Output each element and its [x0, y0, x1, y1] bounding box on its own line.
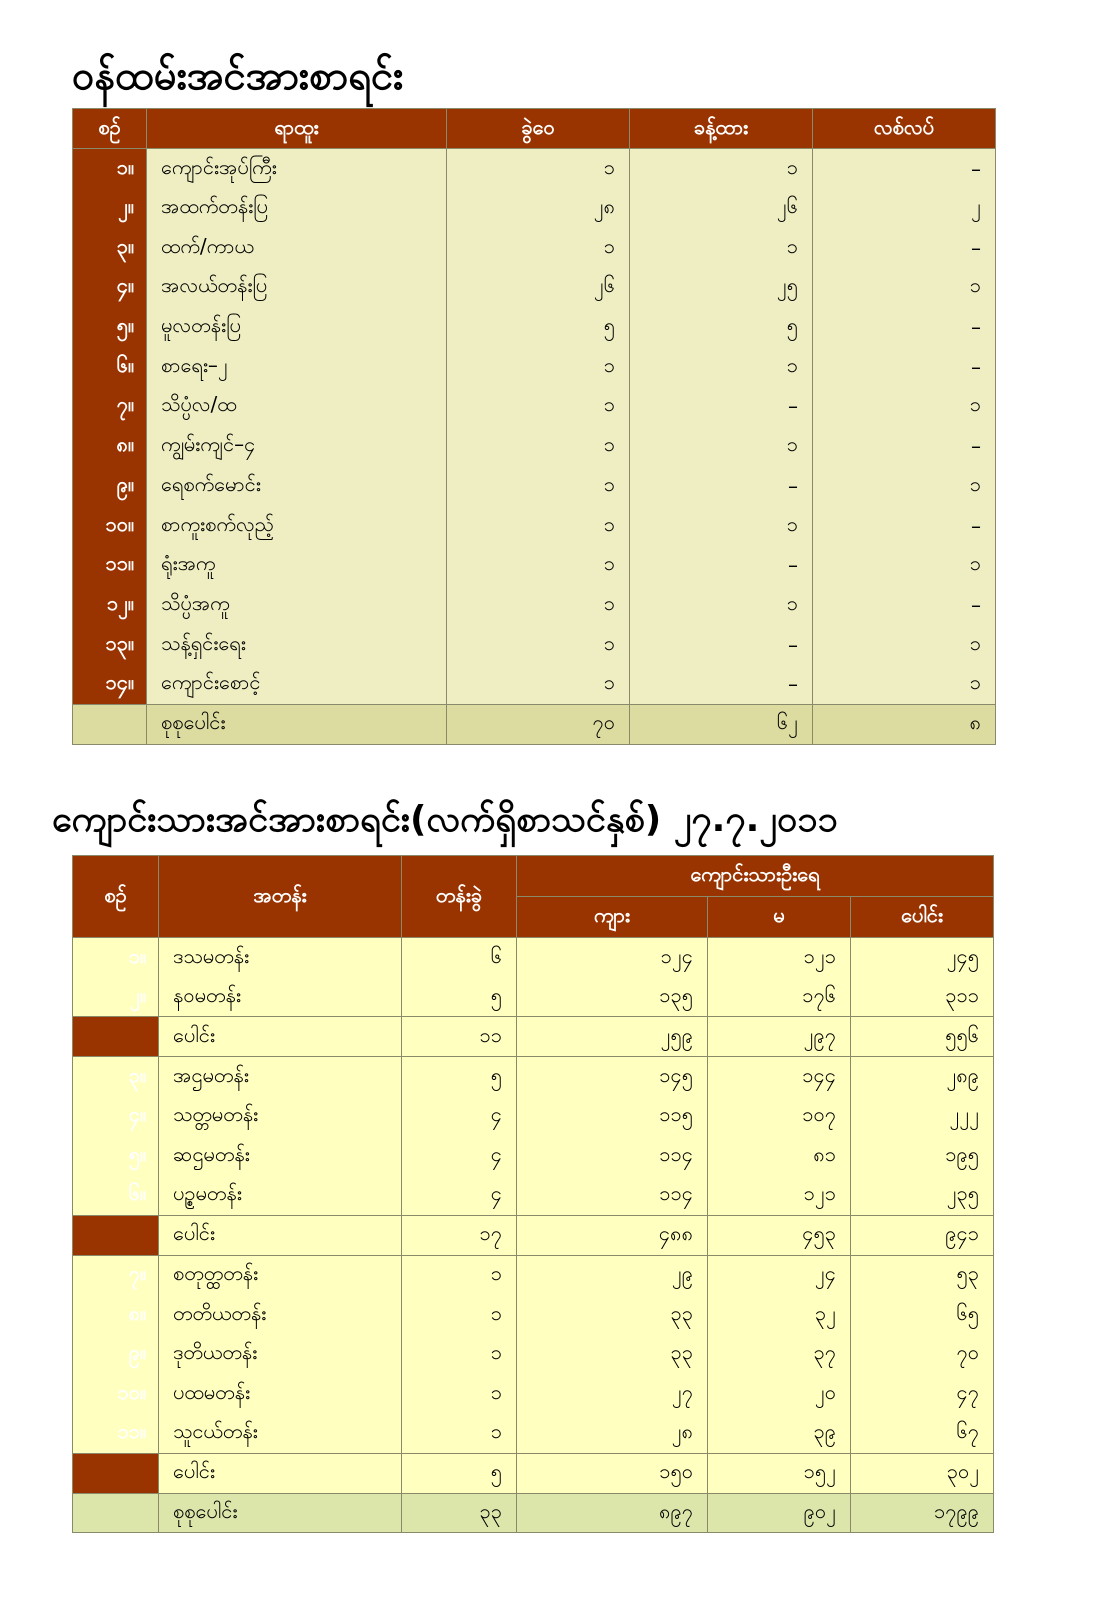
appointed-count: ၁	[630, 426, 813, 466]
vacant-count: ၁	[813, 625, 996, 665]
total-count: ၂၄၅	[851, 938, 994, 978]
staff-table-header	[73, 109, 996, 149]
row-number: ၁၀။	[73, 506, 147, 546]
vacant-count: –	[813, 426, 996, 466]
vacant-count: –	[813, 307, 996, 347]
position-name: အလယ်တန်းပြ	[147, 268, 447, 308]
sections-count: ၅	[402, 977, 517, 1017]
subtotal-female: ၂၉၇	[708, 1017, 851, 1057]
total-count: ၆၇	[851, 1414, 994, 1454]
vacant-count: ၁	[813, 466, 996, 506]
row-number: ၉။	[73, 466, 147, 506]
table-row	[73, 466, 996, 506]
sections-count: ၄	[402, 1096, 517, 1136]
appointed-count: –	[630, 545, 813, 585]
sanctioned-count: ၁	[447, 466, 630, 506]
male-count: ၂၇	[517, 1374, 708, 1414]
position-name: အထက်တန်းပြ	[147, 188, 447, 228]
female-count: ၁၇၆	[708, 977, 851, 1017]
vacant-count: ၁	[813, 664, 996, 704]
total-row	[73, 704, 996, 744]
row-number: ၃။	[73, 228, 147, 268]
row-number: ၁၂။	[73, 585, 147, 625]
table-row	[73, 149, 996, 189]
grade-name: ဒုတိယတန်း	[159, 1334, 402, 1374]
table-row	[73, 188, 996, 228]
header-vacant: လစ်လပ်	[813, 109, 996, 149]
header-position: ရာထူး	[147, 109, 447, 149]
vacant-count: –	[813, 347, 996, 387]
row-number: ၁၃။	[73, 625, 147, 665]
total-sanctioned: ၇၀	[447, 704, 630, 744]
staff-table	[72, 108, 996, 745]
table-row	[73, 1334, 994, 1374]
female-count: ၁၀၇	[708, 1096, 851, 1136]
row-number: ၃။	[73, 1057, 159, 1097]
position-name: မူလတန်းပြ	[147, 307, 447, 347]
appointed-count: ၁	[630, 347, 813, 387]
row-number: ၅။	[73, 307, 147, 347]
sanctioned-count: ၁	[447, 149, 630, 189]
grand-total-row	[73, 1493, 994, 1533]
subtotal-female: ၄၅၃	[708, 1215, 851, 1255]
sanctioned-count: ၁	[447, 426, 630, 466]
row-number: ၇။	[73, 1255, 159, 1295]
header-students: ကျောင်းသားဦးရေ	[517, 856, 994, 897]
appointed-count: –	[630, 466, 813, 506]
total-count: ၅၃	[851, 1255, 994, 1295]
table-row	[73, 1295, 994, 1335]
grand-total-label: စုစုပေါင်း	[159, 1493, 402, 1533]
header-appointed: ခန့်ထား	[630, 109, 813, 149]
female-count: ၁၄၄	[708, 1057, 851, 1097]
sanctioned-count: ၁	[447, 664, 630, 704]
male-count: ၁၂၄	[517, 938, 708, 978]
subtotal-row	[73, 1017, 994, 1057]
table-row	[73, 228, 996, 268]
header-sanctioned: ခွဲဝေ	[447, 109, 630, 149]
header-no: စဉ်	[73, 856, 159, 938]
position-name: ရေစက်မောင်း	[147, 466, 447, 506]
subtotal-total: ၉၄၁	[851, 1215, 994, 1255]
row-number: ၆။	[73, 1176, 159, 1216]
sections-count: ၁	[402, 1295, 517, 1335]
male-count: ၁၄၅	[517, 1057, 708, 1097]
table-row	[73, 1136, 994, 1176]
position-name: သိပ္ပံအကူ	[147, 585, 447, 625]
female-count: ၃၉	[708, 1414, 851, 1454]
row-number: ၄။	[73, 268, 147, 308]
appointed-count: –	[630, 664, 813, 704]
grade-name: သတ္တမတန်း	[159, 1096, 402, 1136]
row-number: ၆။	[73, 347, 147, 387]
position-name: သိပ္ပံလ/ထ	[147, 387, 447, 427]
row-number: ၁၀။	[73, 1374, 159, 1414]
appointed-count: ၁	[630, 228, 813, 268]
grand-total-female: ၉၀၂	[708, 1493, 851, 1533]
subtotal-label: ပေါင်း	[159, 1215, 402, 1255]
position-name: ကျွမ်းကျင်–၄	[147, 426, 447, 466]
appointed-count: –	[630, 625, 813, 665]
table-row	[73, 585, 996, 625]
row-number: ၅။	[73, 1136, 159, 1176]
female-count: ၁၂၁	[708, 1176, 851, 1216]
appointed-count: ၅	[630, 307, 813, 347]
header-no: စဉ်	[73, 109, 147, 149]
total-count: ၃၁၁	[851, 977, 994, 1017]
appointed-count: –	[630, 387, 813, 427]
vacant-count: ၁	[813, 268, 996, 308]
female-count: ၂၄	[708, 1255, 851, 1295]
vacant-count: –	[813, 585, 996, 625]
sanctioned-count: ၅	[447, 307, 630, 347]
table-row	[73, 1374, 994, 1414]
appointed-count: ၁	[630, 585, 813, 625]
subtotal-female: ၁၅၂	[708, 1453, 851, 1493]
vacant-count: –	[813, 228, 996, 268]
grand-total-sections: ၃၃	[402, 1493, 517, 1533]
grade-name: အဌမတန်း	[159, 1057, 402, 1097]
position-name: စာရေး–၂	[147, 347, 447, 387]
sanctioned-count: ၁	[447, 347, 630, 387]
header-sections: တန်းခွဲ	[402, 856, 517, 938]
subtotal-male: ၂၅၉	[517, 1017, 708, 1057]
subtotal-male: ၄၈၈	[517, 1215, 708, 1255]
position-name: သန့်ရှင်းရေး	[147, 625, 447, 665]
grade-name: သူငယ်တန်း	[159, 1414, 402, 1454]
vacant-count: ၁	[813, 387, 996, 427]
total-count: ၄၇	[851, 1374, 994, 1414]
grade-name: ဆဌမတန်း	[159, 1136, 402, 1176]
subtotal-sections: ၅	[402, 1453, 517, 1493]
header-female: မ	[708, 897, 851, 938]
grade-name: စတုတ္ထတန်း	[159, 1255, 402, 1295]
male-count: ၃၃	[517, 1295, 708, 1335]
total-number-cell	[73, 704, 147, 744]
grade-name: ပဥ္စမတန်း	[159, 1176, 402, 1216]
table-row	[73, 938, 994, 978]
grand-total-male: ၈၉၇	[517, 1493, 708, 1533]
sections-count: ၁	[402, 1255, 517, 1295]
sections-count: ၁	[402, 1334, 517, 1374]
row-number: ၈။	[73, 426, 147, 466]
header-male: ကျား	[517, 897, 708, 938]
header-total: ပေါင်း	[851, 897, 994, 938]
student-table-header-top	[73, 856, 994, 897]
position-name: ရုံးအကူ	[147, 545, 447, 585]
row-number: ၉။	[73, 1334, 159, 1374]
table-row	[73, 1414, 994, 1454]
sections-count: ၁	[402, 1374, 517, 1414]
row-number: ၂။	[73, 977, 159, 1017]
grade-name: တတိယတန်း	[159, 1295, 402, 1335]
subtotal-total: ၃၀၂	[851, 1453, 994, 1493]
total-count: ၁၉၅	[851, 1136, 994, 1176]
subtotal-number-cell	[73, 1453, 159, 1493]
subtotal-label: ပေါင်း	[159, 1017, 402, 1057]
total-count: ၂၂၂	[851, 1096, 994, 1136]
subtotal-total: ၅၅၆	[851, 1017, 994, 1057]
grand-total-total: ၁၇၉၉	[851, 1493, 994, 1533]
female-count: ၈၁	[708, 1136, 851, 1176]
grand-total-number-cell	[73, 1493, 159, 1533]
appointed-count: ၂၆	[630, 188, 813, 228]
vacant-count: –	[813, 506, 996, 546]
row-number: ၁။	[73, 938, 159, 978]
table-row	[73, 387, 996, 427]
total-appointed: ၆၂	[630, 704, 813, 744]
female-count: ၃၂	[708, 1295, 851, 1335]
table-row	[73, 1255, 994, 1295]
sanctioned-count: ၁	[447, 545, 630, 585]
header-grade: အတန်း	[159, 856, 402, 938]
subtotal-number-cell	[73, 1215, 159, 1255]
vacant-count: ၁	[813, 545, 996, 585]
total-count: ၂၈၉	[851, 1057, 994, 1097]
sections-count: ၄	[402, 1136, 517, 1176]
total-count: ၇၀	[851, 1334, 994, 1374]
position-name: ကျောင်းအုပ်ကြီး	[147, 149, 447, 189]
male-count: ၁၃၅	[517, 977, 708, 1017]
student-table-title: ကျောင်းသားအင်အားစာရင်း(လက်ရှိစာသင်နှစ်) ၂၇.၇.၂၀၁၁	[52, 799, 838, 840]
subtotal-number-cell	[73, 1017, 159, 1057]
sections-count: ၅	[402, 1057, 517, 1097]
table-row	[73, 347, 996, 387]
row-number: ၇။	[73, 387, 147, 427]
subtotal-sections: ၁၇	[402, 1215, 517, 1255]
grade-name: နဝမတန်း	[159, 977, 402, 1017]
sanctioned-count: ၂၈	[447, 188, 630, 228]
row-number: ၁၁။	[73, 1414, 159, 1454]
total-count: ၂၃၅	[851, 1176, 994, 1216]
table-row	[73, 426, 996, 466]
subtotal-label: ပေါင်း	[159, 1453, 402, 1493]
table-row	[73, 307, 996, 347]
appointed-count: ၂၅	[630, 268, 813, 308]
subtotal-row	[73, 1215, 994, 1255]
subtotal-sections: ၁၁	[402, 1017, 517, 1057]
table-row	[73, 506, 996, 546]
sanctioned-count: ၂၆	[447, 268, 630, 308]
position-name: ကျောင်းစောင့်	[147, 664, 447, 704]
sanctioned-count: ၁	[447, 228, 630, 268]
row-number: ၂။	[73, 188, 147, 228]
male-count: ၂၉	[517, 1255, 708, 1295]
position-name: စာကူးစက်လုည့်	[147, 506, 447, 546]
table-row	[73, 1176, 994, 1216]
sanctioned-count: ၁	[447, 625, 630, 665]
table-row	[73, 1057, 994, 1097]
male-count: ၁၁၅	[517, 1096, 708, 1136]
sanctioned-count: ၁	[447, 506, 630, 546]
row-number: ၁၄။	[73, 664, 147, 704]
male-count: ၁၁၄	[517, 1136, 708, 1176]
table-row	[73, 664, 996, 704]
male-count: ၁၁၄	[517, 1176, 708, 1216]
sanctioned-count: ၁	[447, 387, 630, 427]
vacant-count: –	[813, 149, 996, 189]
female-count: ၂၀	[708, 1374, 851, 1414]
male-count: ၃၃	[517, 1334, 708, 1374]
total-vacant: ၈	[813, 704, 996, 744]
grade-name: ပထမတန်း	[159, 1374, 402, 1414]
position-name: ထက်/ကာယ	[147, 228, 447, 268]
row-number: ၄။	[73, 1096, 159, 1136]
subtotal-male: ၁၅၀	[517, 1453, 708, 1493]
appointed-count: ၁	[630, 506, 813, 546]
male-count: ၂၈	[517, 1414, 708, 1454]
vacant-count: ၂	[813, 188, 996, 228]
table-row	[73, 268, 996, 308]
table-row	[73, 545, 996, 585]
table-row	[73, 625, 996, 665]
sections-count: ၄	[402, 1176, 517, 1216]
total-count: ၆၅	[851, 1295, 994, 1335]
row-number: ၁၁။	[73, 545, 147, 585]
sections-count: ၆	[402, 938, 517, 978]
row-number: ၁။	[73, 149, 147, 189]
table-row	[73, 977, 994, 1017]
female-count: ၃၇	[708, 1334, 851, 1374]
row-number: ၈။	[73, 1295, 159, 1335]
grade-name: ဒသမတန်း	[159, 938, 402, 978]
sections-count: ၁	[402, 1414, 517, 1454]
total-label: စုစုပေါင်း	[147, 704, 447, 744]
appointed-count: ၁	[630, 149, 813, 189]
staff-table-title: ဝန်ထမ်းအင်အားစာရင်း	[72, 53, 404, 99]
student-table	[72, 855, 994, 1533]
female-count: ၁၂၁	[708, 938, 851, 978]
sanctioned-count: ၁	[447, 585, 630, 625]
table-row	[73, 1096, 994, 1136]
subtotal-row	[73, 1453, 994, 1493]
